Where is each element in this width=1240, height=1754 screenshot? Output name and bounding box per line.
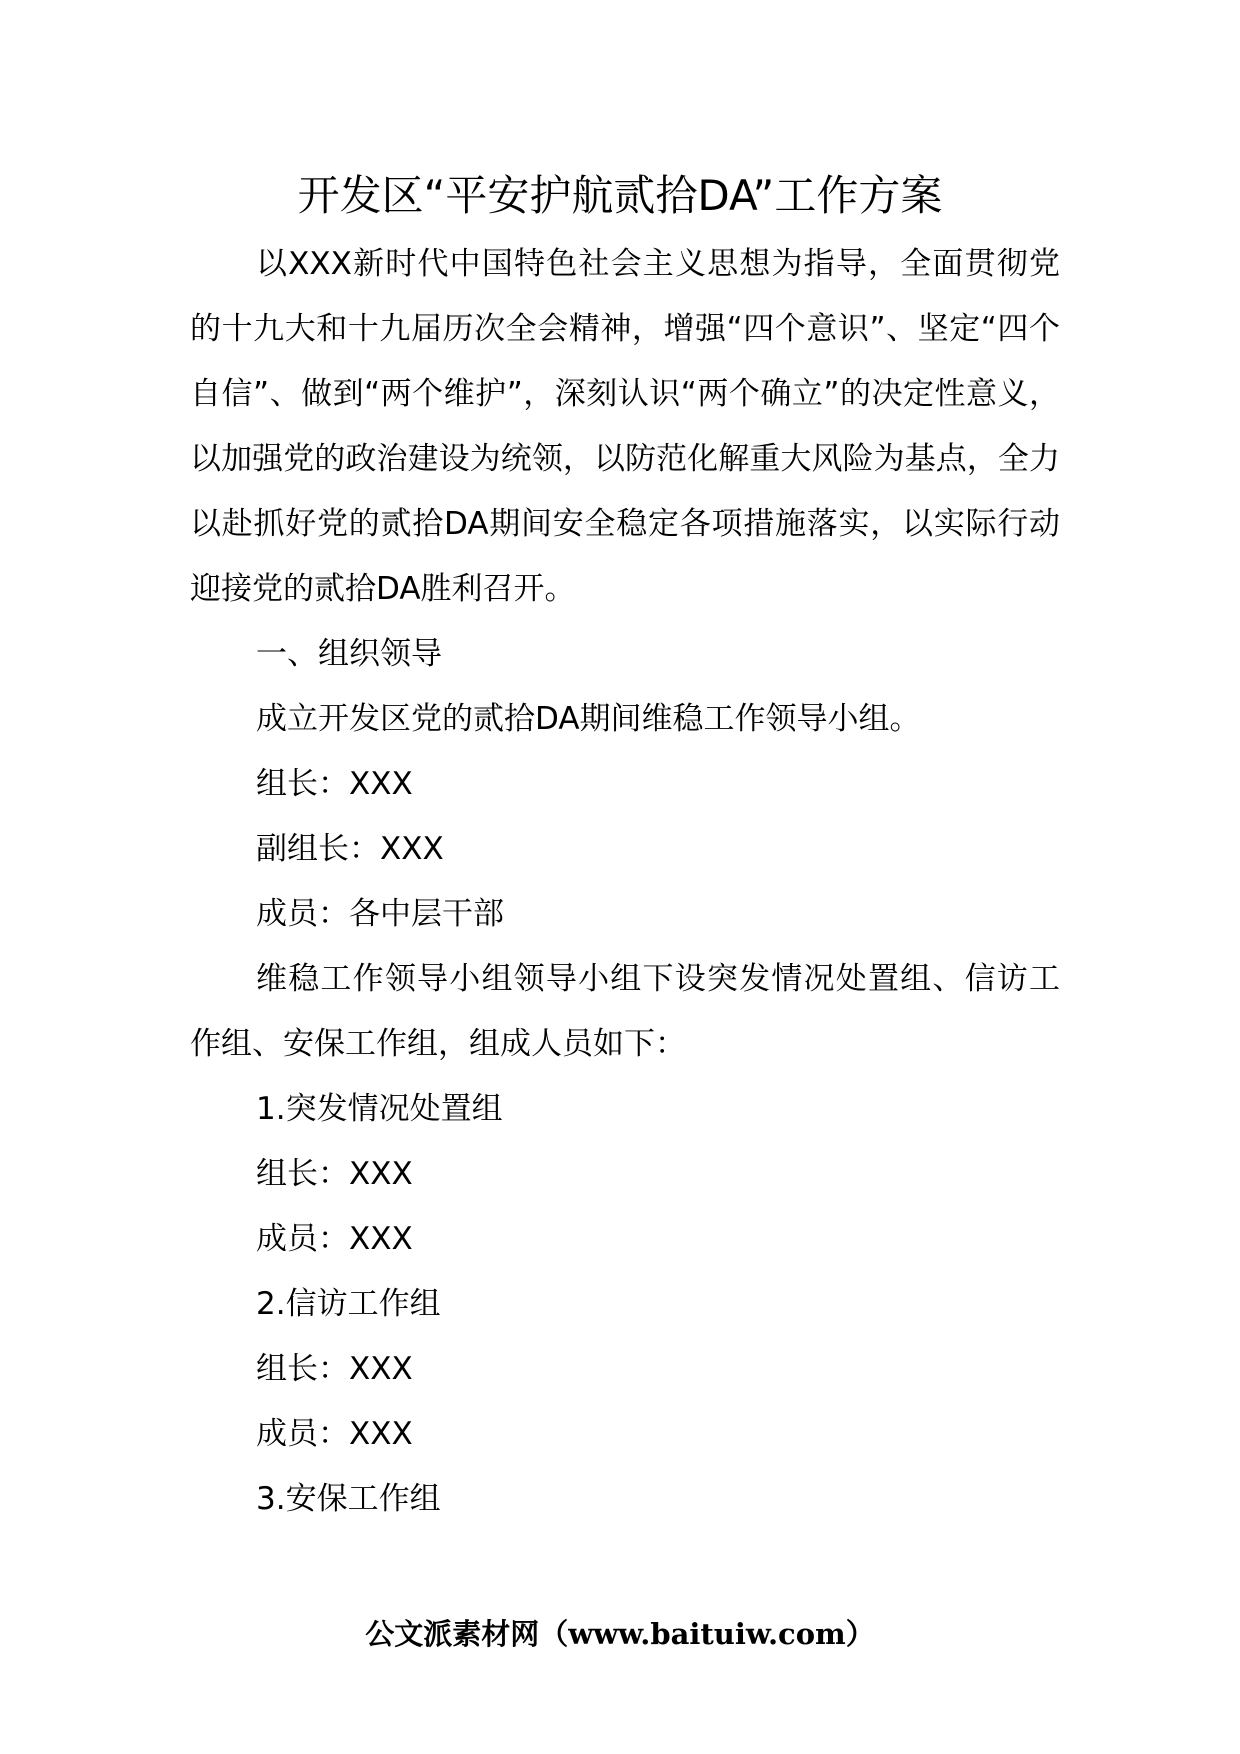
- group-members-line: 成员：XXX: [256, 1416, 413, 1452]
- group-name: 2.信访工作组: [256, 1286, 441, 1322]
- intro-paragraph: 以XXX新时代中国特色社会主义思想为指导，全面贯彻党的十九大和十九届历次全会精神，增强“四个意识”、坚定“四个自信”、做到“两个维护”，深刻认识“两个确立”的决定性意义，以加强党的政治建设为统领，以防范化解重大风险为基点，全力以赴抓好党的贰拾DA期间安全稳定各项措施落实，以实际行动迎接党的贰拾DA胜利召开。: [190, 246, 1060, 607]
- group-name: 1.突发情况处置组: [256, 1091, 503, 1127]
- leader-line: 组长：XXX: [256, 766, 413, 802]
- group-leader-line: 组长：XXX: [256, 1351, 413, 1387]
- footer-source: 公文派素材网（www.baituiw.com）: [365, 1617, 875, 1651]
- section-heading: 一、组织领导: [256, 636, 442, 672]
- group-name: 3.安保工作组: [256, 1481, 441, 1517]
- subgroups-intro-paragraph: 维稳工作领导小组领导小组下设突发情况处置组、信访工作组、安保工作组，组成人员如下：: [190, 961, 1060, 1062]
- document-body: [190, 232, 1060, 1532]
- document-title: 开发区“平安护航贰拾DA”工作方案: [297, 171, 943, 220]
- group-leader-line: 组长：XXX: [256, 1156, 413, 1192]
- deputy-leader-line: 副组长：XXX: [256, 831, 444, 867]
- members-line: 成员：各中层干部: [256, 896, 504, 932]
- setup-text: 成立开发区党的贰拾DA期间维稳工作领导小组。: [256, 701, 921, 737]
- group-members-line: 成员：XXX: [256, 1221, 413, 1257]
